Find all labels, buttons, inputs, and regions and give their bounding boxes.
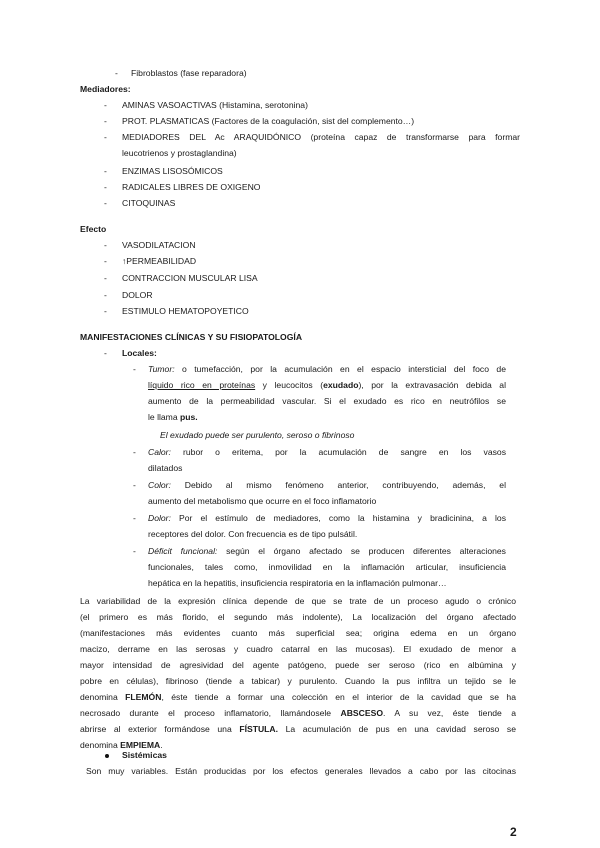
tumor-item: Tumor: o tumefacción, por la acumulación en el espacio intersticial del foco de líquido rico en proteínas y leucocitos (exudado), por la extravasación debida al aumento de la permeabilidad vascular. Si el exudado es rico en neutrófilos se le llama pus. (148, 364, 506, 422)
mediador-item: PROT. PLASMATICAS (Factores de la coagulación, sist del complemento…) (122, 116, 415, 126)
intro-item: Fibroblastos (fase reparadora) (131, 68, 247, 78)
list-dash: - (104, 273, 107, 283)
flemon-term: FLEMÓN (125, 692, 162, 702)
list-dash: - (115, 68, 118, 78)
list-dash: - (104, 306, 107, 316)
list-dash: - (104, 348, 107, 358)
variabilidad-paragraph: La variabilidad de la expresión clínica depende de que se trate de un proceso agudo o crónico (el primero es más florido, el segundo más indolente), La localización del órgano afectado (manifestaciones más evidentes cuanto más superficial sea; origina edema en un órgano macizo, derrame en las serosas y cuadro catarral en las mucosas). El exudado de menor a mayor intensidad de agresividad del agente patógeno, puede ser seroso (rico en albúmina y pobre en células), fibrinoso (tiende a tabicar) y purulento. Cuando la pus infiltra un tejido se le denomina FLEMÓN, éste tiende a formar una colección en el interior de la cavidad que se ha necrosado durante el proceso inflamatorio, llamándosele ABSCESO. A su vez, éste tiende a abrirse al exterior formándose una FÍSTULA. La acumulación de pus en una cavidad seroso se denomina EMPIEMA. (80, 596, 516, 750)
list-dash: - (133, 480, 136, 490)
list-dash: - (104, 198, 107, 208)
efecto-item: ↑PERMEABILIDAD (122, 256, 197, 266)
list-dash: - (104, 290, 107, 300)
list-dash: - (104, 132, 107, 142)
list-dash: - (104, 182, 107, 192)
list-dash: - (104, 240, 107, 250)
mediador-item: RADICALES LIBRES DE OXIGENO (122, 182, 261, 192)
sistemicas-text: Son muy variables. Están producidas por los efectos generales llevados a cabo por las citocinas (86, 766, 516, 776)
efecto-heading: Efecto (80, 224, 107, 234)
calor-item: Calor: rubor o eritema, por la acumulación de sangre en los vasos dilatados (148, 447, 506, 473)
list-dash: - (104, 116, 107, 126)
mediador-item: AMINAS VASOACTIVAS (Histamina, serotonina) (122, 100, 308, 110)
list-dash: - (104, 256, 107, 266)
mediador-item: CITOQUINAS (122, 198, 176, 208)
mediador-item: ENZIMAS LISOSÓMICOS (122, 166, 223, 176)
sistemicas-label: Sistémicas (122, 750, 167, 760)
manifestaciones-heading: MANIFESTACIONES CLÍNICAS Y SU FISIOPATOLOGÍA (80, 332, 303, 342)
mediador-item-araquidonico: MEDIADORES DEL Ac ARAQUIDÓNICO (proteína capaz de transformarse para formar leucotrienos y prostaglandina) (122, 132, 520, 158)
list-dash: - (133, 447, 136, 457)
bullet-icon (105, 754, 109, 758)
list-dash: - (133, 513, 136, 523)
locales-label: Locales: (122, 348, 157, 358)
list-dash: - (104, 166, 107, 176)
efecto-item: DOLOR (122, 290, 153, 300)
efecto-item: VASODILATACION (122, 240, 196, 250)
efecto-item: CONTRACCION MUSCULAR LISA (122, 273, 258, 283)
dolor-item: Dolor: Por el estímulo de mediadores, como la histamina y bradicinina, a los receptores del dolor. Con frecuencia es de tipo pulsátil. (148, 513, 506, 539)
tumor-note: El exudado puede ser purulento, seroso o fibrinoso (160, 430, 355, 440)
absceso-term: ABSCESO (340, 708, 384, 718)
empiema-term: EMPIEMA (120, 740, 161, 750)
deficit-item: Déficit funcional: según el órgano afectado se producen diferentes alteraciones funcionales, tales como, inmovilidad en la inflamación articular, insuficiencia hepática en la hepatitis, insuficiencia respiratoria en la inflamación pulmonar… (148, 546, 506, 588)
tumor-term: Tumor: (148, 364, 175, 374)
efecto-item: ESTIMULO HEMATOPOYETICO (122, 306, 249, 316)
mediadores-heading: Mediadores: (80, 84, 131, 94)
list-dash: - (133, 364, 136, 374)
fistula-term: FÍSTULA. (239, 724, 278, 734)
list-dash: - (133, 546, 136, 556)
color-item: Color: Debido al mismo fenómeno anterior, contribuyendo, además, el aumento del metabolismo que ocurre en el foco inflamatorio (148, 480, 506, 506)
page-number: 2 (510, 825, 517, 839)
list-dash: - (104, 100, 107, 110)
